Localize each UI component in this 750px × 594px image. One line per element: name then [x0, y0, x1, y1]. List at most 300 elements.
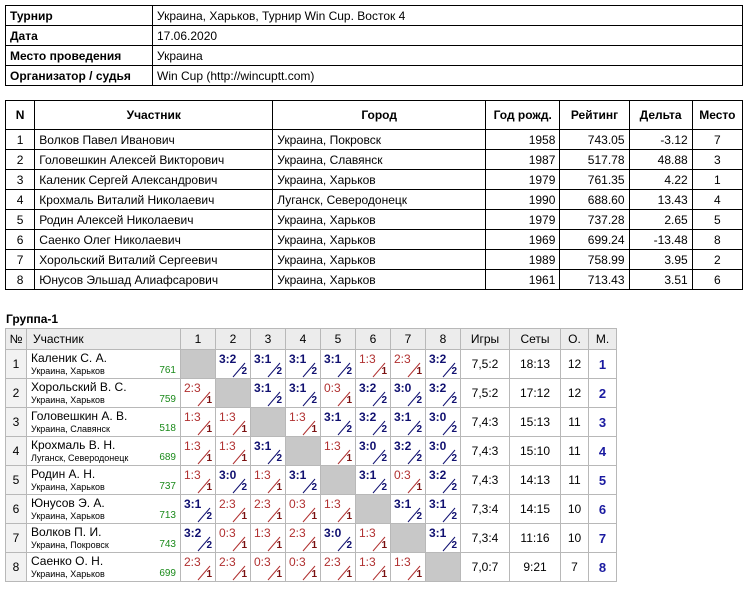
match-score	[356, 408, 390, 436]
match-score	[251, 379, 285, 407]
group-row-n: 5	[6, 466, 27, 495]
match-score-cell	[216, 495, 251, 524]
participant-row	[6, 230, 743, 250]
set-score: 3:1	[394, 410, 412, 424]
match-points: 1	[346, 569, 352, 580]
group-player-rating: 761	[159, 365, 176, 376]
group-player-name: Головешкин А. В.	[31, 408, 128, 423]
participant-n: 5	[6, 210, 35, 230]
participant-city: Украина, Харьков	[273, 170, 486, 190]
match-score	[286, 408, 320, 436]
match-points: 1	[241, 540, 247, 551]
set-score: 1:3	[254, 468, 271, 482]
set-score: 3:1	[324, 410, 342, 424]
set-score: 1:3	[219, 410, 236, 424]
match-score-cell	[356, 408, 391, 437]
group-player-cell	[27, 553, 181, 582]
group-row	[6, 350, 617, 379]
participant-place: 6	[692, 270, 742, 290]
match-points: 2	[451, 482, 457, 493]
set-score: 3:1	[429, 526, 447, 540]
match-score-cell	[321, 408, 356, 437]
match-points: 1	[416, 366, 422, 377]
match-score	[216, 495, 250, 523]
participant-n: 3	[6, 170, 35, 190]
set-score: 0:3	[289, 497, 306, 511]
participant-delta: 2.65	[629, 210, 692, 230]
group-row-games: 7,4:3	[461, 408, 510, 437]
info-row	[6, 6, 743, 26]
match-points: 2	[381, 453, 387, 464]
match-score	[286, 466, 320, 494]
group-title: Группа-1	[6, 312, 59, 326]
match-score-cell	[356, 350, 391, 379]
match-points: 1	[346, 453, 352, 464]
match-points: 2	[346, 540, 352, 551]
set-score: 2:3	[184, 381, 201, 395]
match-points: 1	[311, 511, 317, 522]
match-score-cell	[286, 408, 321, 437]
match-points: 1	[206, 424, 212, 435]
diagonal-cell	[286, 437, 321, 466]
participant-place: 1	[692, 170, 742, 190]
match-score-cell	[216, 408, 251, 437]
group-place-value: 5	[598, 472, 607, 488]
participants-table	[5, 100, 743, 290]
group-row	[6, 379, 617, 408]
match-points: 2	[451, 395, 457, 406]
participant-name: Хорольский Виталий Сергеевич	[35, 250, 273, 270]
match-score	[426, 437, 460, 465]
match-score	[321, 379, 355, 407]
participant-place: 8	[692, 230, 742, 250]
info-label: Место проведения	[6, 46, 153, 66]
match-score-cell	[181, 379, 216, 408]
match-score	[391, 437, 425, 465]
participants-header-cell: Год рожд.	[486, 101, 560, 130]
group-row-sets: 18:13	[510, 350, 561, 379]
group-player-city: Украина, Харьков	[31, 481, 105, 492]
set-score: 1:3	[184, 439, 201, 453]
match-score-cell	[251, 437, 286, 466]
match-score	[391, 350, 425, 378]
group-player-rating: 699	[159, 568, 176, 579]
participant-place: 4	[692, 190, 742, 210]
group-row	[6, 437, 617, 466]
match-score	[321, 350, 355, 378]
group-row-n: 3	[6, 408, 27, 437]
match-points: 1	[311, 424, 317, 435]
match-score-cell	[286, 350, 321, 379]
participant-delta: -13.48	[629, 230, 692, 250]
participant-row	[6, 250, 743, 270]
match-score-cell	[251, 350, 286, 379]
group-row	[6, 553, 617, 582]
match-points: 1	[276, 482, 282, 493]
match-score-cell	[321, 524, 356, 553]
match-score-cell	[426, 495, 461, 524]
set-score: 3:0	[324, 526, 342, 540]
diagonal-cell	[356, 495, 391, 524]
group-place-value: 7	[598, 530, 607, 546]
participant-rating: 761.35	[560, 170, 629, 190]
match-score	[426, 524, 460, 552]
group-header-col: 2	[216, 329, 251, 350]
match-score	[216, 466, 250, 494]
group-row-games: 7,3:4	[461, 524, 510, 553]
participants-header-cell: N	[6, 101, 35, 130]
group-player-name: Родин А. Н.	[31, 466, 96, 481]
diagonal-cell	[426, 553, 461, 582]
group-player-cell	[27, 408, 181, 437]
participants-header-cell: Участник	[35, 101, 273, 130]
participant-year: 1979	[486, 210, 560, 230]
info-value: 17.06.2020	[153, 26, 743, 46]
match-score-cell	[181, 408, 216, 437]
match-score	[286, 524, 320, 552]
group-header-m: М.	[589, 329, 617, 350]
match-score	[286, 553, 320, 581]
participant-rating: 517.78	[560, 150, 629, 170]
group-player-name: Саенко О. Н.	[31, 553, 104, 568]
group-row-games: 7,5:2	[461, 350, 510, 379]
match-score-cell	[321, 379, 356, 408]
match-score-cell	[286, 553, 321, 582]
participant-year: 1987	[486, 150, 560, 170]
match-score	[181, 553, 215, 581]
group-row-games: 7,0:7	[461, 553, 510, 582]
match-score-cell	[251, 553, 286, 582]
set-score: 3:2	[359, 410, 377, 424]
set-score: 0:3	[289, 555, 306, 569]
group-player-name: Волков П. И.	[31, 524, 102, 539]
group-row-games: 7,4:3	[461, 466, 510, 495]
group-place-value: 6	[598, 501, 607, 517]
match-score-cell	[426, 408, 461, 437]
set-score: 1:3	[184, 410, 201, 424]
participant-n: 7	[6, 250, 35, 270]
set-score: 3:2	[429, 468, 447, 482]
set-score: 3:0	[429, 439, 447, 453]
participant-n: 1	[6, 130, 35, 150]
match-score-cell	[286, 495, 321, 524]
match-score-cell	[181, 466, 216, 495]
match-score-cell	[391, 495, 426, 524]
match-score-cell	[426, 350, 461, 379]
participant-city: Луганск, Северодонецк	[273, 190, 486, 210]
match-score	[426, 495, 460, 523]
match-score	[391, 408, 425, 436]
match-score	[286, 495, 320, 523]
participant-rating: 699.24	[560, 230, 629, 250]
participant-delta: 3.51	[629, 270, 692, 290]
set-score: 3:2	[429, 352, 447, 366]
match-points: 2	[311, 366, 317, 377]
group-row-sets: 14:13	[510, 466, 561, 495]
match-score-cell	[216, 524, 251, 553]
match-points: 1	[276, 540, 282, 551]
group-row-o: 11	[561, 466, 589, 495]
participant-year: 1958	[486, 130, 560, 150]
match-points: 2	[346, 424, 352, 435]
match-points: 2	[311, 482, 317, 493]
info-label: Организатор / судья	[6, 66, 153, 86]
match-score	[251, 437, 285, 465]
set-score: 1:3	[394, 555, 411, 569]
group-row-o: 11	[561, 408, 589, 437]
set-score: 3:1	[289, 468, 307, 482]
match-points: 2	[206, 540, 212, 551]
match-score	[321, 495, 355, 523]
participant-year: 1990	[486, 190, 560, 210]
group-row-n: 8	[6, 553, 27, 582]
group-player-name: Каленик С. А.	[31, 350, 107, 365]
match-score-cell	[356, 524, 391, 553]
set-score: 2:3	[219, 555, 236, 569]
match-score	[391, 466, 425, 494]
match-score-cell	[216, 553, 251, 582]
match-score	[356, 466, 390, 494]
group-row-sets: 15:13	[510, 408, 561, 437]
set-score: 1:3	[359, 352, 376, 366]
participant-name: Юнусов Эльшад Алиафсарович	[35, 270, 273, 290]
match-score-cell	[356, 466, 391, 495]
group-player-city: Украина, Харьков	[31, 510, 105, 521]
participant-name: Волков Павел Иванович	[35, 130, 273, 150]
match-points: 2	[276, 366, 282, 377]
group-row-n: 6	[6, 495, 27, 524]
match-points: 2	[451, 511, 457, 522]
match-score-cell	[286, 466, 321, 495]
match-points: 2	[381, 424, 387, 435]
group-row	[6, 466, 617, 495]
participant-place: 5	[692, 210, 742, 230]
set-score: 1:3	[359, 526, 376, 540]
group-header-col: 8	[426, 329, 461, 350]
match-score-cell	[426, 437, 461, 466]
match-points: 1	[381, 569, 387, 580]
match-score	[181, 437, 215, 465]
match-score	[251, 495, 285, 523]
group-row-place	[589, 524, 617, 553]
match-score-cell	[391, 408, 426, 437]
info-value: Украина, Харьков, Турнир Win Cup. Восток 4	[153, 6, 743, 26]
group-row-n: 4	[6, 437, 27, 466]
match-score	[216, 408, 250, 436]
group-place-value: 1	[598, 356, 607, 372]
match-score-cell	[181, 437, 216, 466]
set-score: 0:3	[219, 526, 236, 540]
participant-city: Украина, Покровск	[273, 130, 486, 150]
set-score: 3:0	[429, 410, 447, 424]
group-player-cell	[27, 466, 181, 495]
group-row-sets: 17:12	[510, 379, 561, 408]
group-row-place	[589, 495, 617, 524]
match-points: 1	[206, 569, 212, 580]
match-points: 2	[381, 395, 387, 406]
diagonal-cell	[181, 350, 216, 379]
set-score: 2:3	[219, 497, 236, 511]
match-points: 1	[311, 569, 317, 580]
participant-row	[6, 130, 743, 150]
group-header-col: 3	[251, 329, 286, 350]
match-score-cell	[286, 379, 321, 408]
group-header-col: 6	[356, 329, 391, 350]
participants-header-cell: Дельта	[629, 101, 692, 130]
participant-delta: 13.43	[629, 190, 692, 210]
group-row-games: 7,3:4	[461, 495, 510, 524]
group-player-name: Крохмаль В. Н.	[31, 437, 116, 452]
group-row-o: 12	[561, 379, 589, 408]
match-points: 2	[416, 511, 422, 522]
match-points: 2	[206, 511, 212, 522]
set-score: 3:2	[394, 439, 412, 453]
match-points: 2	[276, 453, 282, 464]
match-score	[356, 553, 390, 581]
match-score-cell	[286, 524, 321, 553]
participant-place: 7	[692, 130, 742, 150]
match-points: 2	[346, 366, 352, 377]
match-points: 1	[241, 569, 247, 580]
match-score	[181, 495, 215, 523]
info-row	[6, 66, 743, 86]
match-score-cell	[391, 553, 426, 582]
match-points: 2	[241, 482, 247, 493]
match-points: 1	[416, 482, 422, 493]
participant-row	[6, 170, 743, 190]
match-score	[321, 524, 355, 552]
match-points: 1	[241, 424, 247, 435]
match-points: 2	[276, 395, 282, 406]
match-score-cell	[251, 524, 286, 553]
group-player-name: Хорольский В. С.	[31, 379, 127, 394]
group-header-col: 1	[181, 329, 216, 350]
group-header-col: 4	[286, 329, 321, 350]
match-score-cell	[426, 379, 461, 408]
match-points: 2	[451, 424, 457, 435]
participant-city: Украина, Харьков	[273, 230, 486, 250]
group-header-col: 7	[391, 329, 426, 350]
participant-n: 4	[6, 190, 35, 210]
participant-year: 1989	[486, 250, 560, 270]
participant-rating: 758.99	[560, 250, 629, 270]
match-score	[426, 379, 460, 407]
match-score	[426, 408, 460, 436]
set-score: 0:3	[324, 381, 341, 395]
group-row-sets: 14:15	[510, 495, 561, 524]
set-score: 3:1	[254, 381, 272, 395]
group-player-city: Луганск, Северодонецк	[31, 452, 129, 463]
participant-rating: 737.28	[560, 210, 629, 230]
match-score	[426, 466, 460, 494]
set-score: 3:2	[359, 381, 377, 395]
group-header-col: 5	[321, 329, 356, 350]
match-score-cell	[251, 495, 286, 524]
match-score	[356, 379, 390, 407]
info-value: Win Cup (http://wincuptt.com)	[153, 66, 743, 86]
match-score-cell	[426, 466, 461, 495]
match-points: 2	[416, 395, 422, 406]
group-header-games: Игры	[461, 329, 510, 350]
match-score-cell	[181, 553, 216, 582]
match-points: 1	[206, 482, 212, 493]
match-points: 1	[381, 366, 387, 377]
set-score: 2:3	[289, 526, 306, 540]
participant-rating: 743.05	[560, 130, 629, 150]
match-score-cell	[216, 466, 251, 495]
set-score: 3:1	[254, 439, 272, 453]
participant-year: 1979	[486, 170, 560, 190]
match-score	[286, 379, 320, 407]
diagonal-cell	[251, 408, 286, 437]
match-score	[216, 553, 250, 581]
group-player-cell	[27, 379, 181, 408]
group-row-n: 2	[6, 379, 27, 408]
set-score: 1:3	[254, 526, 271, 540]
group-player-cell	[27, 495, 181, 524]
info-label: Турнир	[6, 6, 153, 26]
group-player-cell	[27, 350, 181, 379]
set-score: 3:0	[219, 468, 237, 482]
set-score: 2:3	[254, 497, 271, 511]
match-score-cell	[251, 466, 286, 495]
match-points: 2	[241, 366, 247, 377]
diagonal-cell	[216, 379, 251, 408]
match-points: 2	[381, 482, 387, 493]
match-score	[216, 350, 250, 378]
participant-name: Саенко Олег Николаевич	[35, 230, 273, 250]
group-row-games: 7,4:3	[461, 437, 510, 466]
match-score-cell	[356, 437, 391, 466]
info-label: Дата	[6, 26, 153, 46]
set-score: 3:1	[289, 352, 307, 366]
group-player-city: Украина, Харьков	[31, 365, 105, 376]
group-player-rating: 689	[159, 452, 176, 463]
match-score	[321, 553, 355, 581]
match-score	[216, 437, 250, 465]
group-place-value: 2	[598, 385, 607, 401]
match-score-cell	[426, 524, 461, 553]
match-score-cell	[356, 379, 391, 408]
match-score-cell	[216, 437, 251, 466]
group-header-name: Участник	[27, 329, 181, 350]
group-header-sets: Сеты	[510, 329, 561, 350]
set-score: 1:3	[219, 439, 236, 453]
match-points: 2	[451, 453, 457, 464]
set-score: 3:1	[289, 381, 307, 395]
match-score	[356, 350, 390, 378]
match-score	[356, 437, 390, 465]
group-player-city: Украина, Харьков	[31, 394, 105, 405]
info-row	[6, 46, 743, 66]
group-place-value: 8	[598, 559, 607, 575]
group-player-name: Юнусов Э. А.	[31, 495, 105, 510]
match-score-cell	[391, 350, 426, 379]
match-score	[251, 466, 285, 494]
match-score-cell	[216, 350, 251, 379]
participant-city: Украина, Харьков	[273, 270, 486, 290]
match-points: 1	[381, 540, 387, 551]
match-score-cell	[321, 350, 356, 379]
participant-row	[6, 270, 743, 290]
match-score-cell	[391, 466, 426, 495]
match-score	[356, 524, 390, 552]
participant-row	[6, 190, 743, 210]
match-score-cell	[251, 379, 286, 408]
match-score-cell	[181, 524, 216, 553]
group-row-sets: 9:21	[510, 553, 561, 582]
match-score-cell	[321, 553, 356, 582]
